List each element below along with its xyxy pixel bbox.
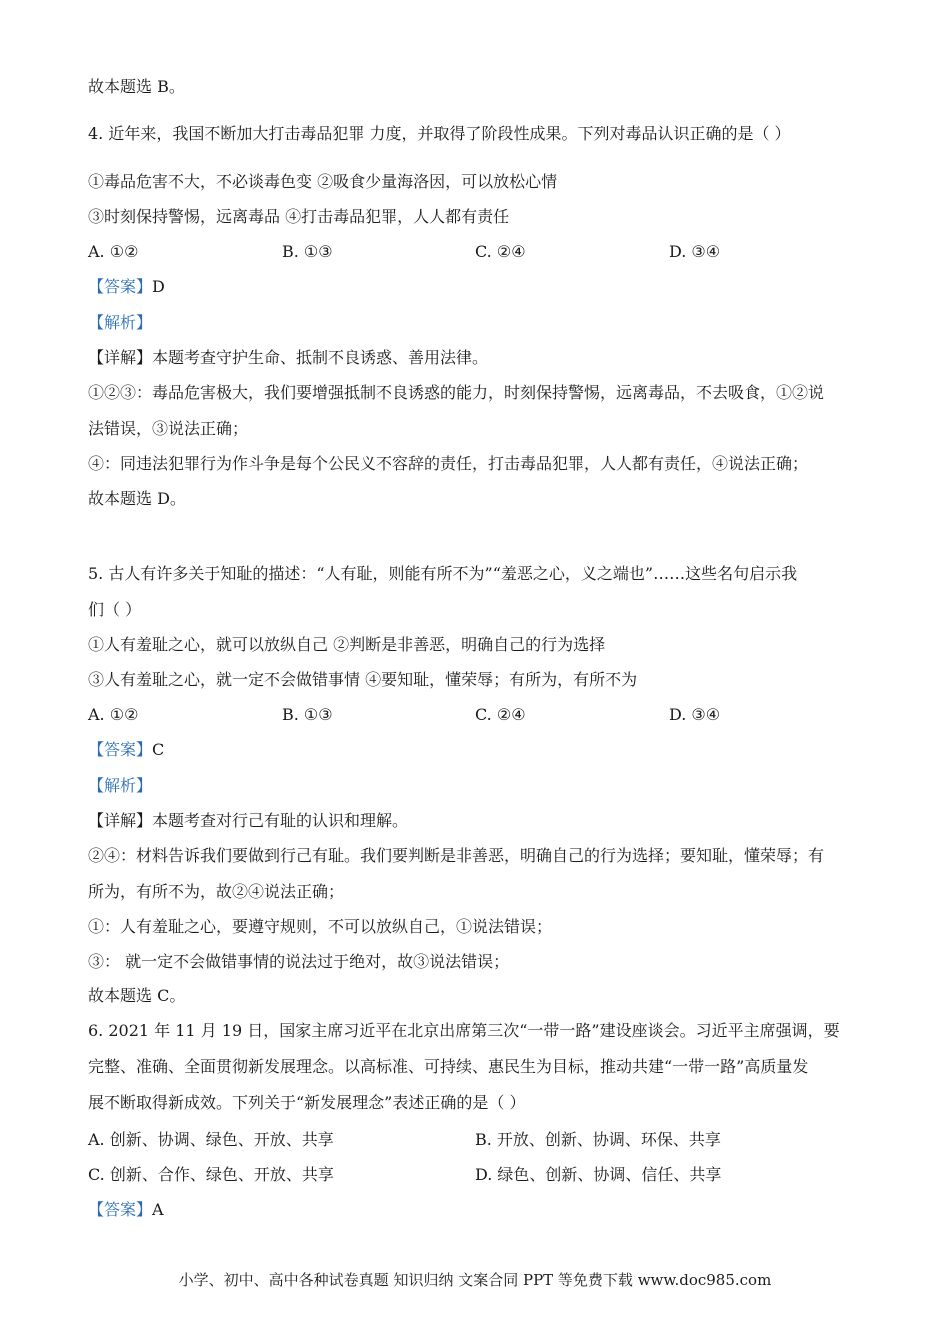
answer-tag: 【答案】: [88, 1200, 153, 1219]
q4-option-a: A. ①②: [88, 242, 139, 261]
q4-detail-2: ①②③：毒品危害极大，我们要增强抵制不良诱惑的能力，时刻保持警惕，远离毒品，不去吸食，①②说: [88, 383, 825, 402]
q4-item-line-2: ③时刻保持警惕，远离毒品 ④打击毒品犯罪，人人都有责任: [88, 207, 510, 226]
q5-item-line-2: ③人有羞耻之心，就一定不会做错事情 ④要知耻，懂荣辱；有所为，有所不为: [88, 670, 638, 689]
q5-detail-6: 故本题选 C。: [88, 986, 186, 1005]
q6-option-c: C. 创新、合作、绿色、开放、共享: [88, 1165, 334, 1184]
q5-detail-1: 【详解】本题考查对行己有耻的认识和理解。: [88, 811, 409, 830]
q5-option-b: B. ①③: [282, 705, 333, 724]
q4-detail-4: ④：同违法犯罪行为作斗争是每个公民义不容辞的责任，打击毒品犯罪，人人都有责任，④说法正确；: [88, 454, 809, 473]
q5-stem-2: 们（ ）: [88, 600, 142, 619]
q3-conclusion: 故本题选 B。: [88, 77, 185, 96]
answer-value: C: [152, 740, 165, 759]
q5-detail-2: ②④：材料告诉我们要做到行己有耻。我们要判断是非善恶，明确自己的行为选择；要知耻，懂荣辱；有: [88, 846, 825, 865]
q6-option-a: A. 创新、协调、绿色、开放、共享: [88, 1130, 334, 1149]
q5-option-c: C. ②④: [475, 705, 526, 724]
q5-detail-3: 所为，有所不为，故②④说法正确；: [88, 882, 345, 901]
q5-option-a: A. ①②: [88, 705, 139, 724]
q6-answer: [88, 1200, 164, 1220]
page-footer: 小学、初中、高中各种试卷真题 知识归纳 文案合同 PPT 等免费下载 www.doc985.com: [178, 1271, 772, 1289]
q4-answer: [88, 277, 165, 297]
q5-item-line-1: ①人有羞耻之心，就可以放纵自己 ②判断是非善恶，明确自己的行为选择: [88, 635, 606, 654]
q4-detail-1: 【详解】本题考查守护生命、抵制不良诱惑、善用法律。: [88, 348, 489, 367]
q4-analysis-tag: 【解析】: [88, 313, 153, 332]
answer-value: D: [152, 277, 165, 296]
answer-tag: 【答案】: [88, 277, 153, 296]
q5-analysis-tag: 【解析】: [88, 776, 153, 795]
q6-option-d: D. 绿色、创新、协调、信任、共享: [475, 1165, 722, 1184]
q5-detail-4: ①：人有羞耻之心，要遵守规则，不可以放纵自己，①说法错误；: [88, 917, 553, 936]
q5-stem-1: 5. 古人有许多关于知耻的描述：“人有耻，则能有所不为”“羞恶之心，义之端也”……这些名句启示我: [88, 564, 798, 583]
q4-option-d: D. ③④: [669, 242, 721, 261]
q4-option-c: C. ②④: [475, 242, 526, 261]
q6-option-b: B. 开放、创新、协调、环保、共享: [475, 1130, 721, 1149]
q4-detail-5: 故本题选 D。: [88, 489, 186, 508]
answer-tag: 【答案】: [88, 740, 153, 759]
q4-option-b: B. ①③: [282, 242, 333, 261]
q4-item-line-1: ①毒品危害不大，不必谈毒色变 ②吸食少量海洛因，可以放松心情: [88, 172, 558, 191]
q6-stem-2: 完整、准确、全面贯彻新发展理念。以高标准、可持续、惠民生为目标，推动共建“一带一路”高质量发: [88, 1057, 809, 1076]
q5-detail-5: ③： 就一定不会做错事情的说法过于绝对，故③说法错误；: [88, 952, 510, 971]
q4-stem: 4. 近年来，我国不断加大打击毒品犯罪 力度，并取得了阶段性成果。下列对毒品认识正确的是（ ）: [88, 124, 791, 143]
q5-option-d: D. ③④: [669, 705, 721, 724]
q4-detail-3: 法错误，③说法正确；: [88, 419, 249, 438]
q5-answer: [88, 740, 164, 760]
q6-stem-3: 展不断取得新成效。下列关于“新发展理念”表述正确的是（ ）: [88, 1093, 526, 1112]
answer-value: A: [152, 1200, 164, 1219]
q6-stem-1: 6. 2021 年 11 月 19 日，国家主席习近平在北京出席第三次“一带一路”建设座谈会。习近平主席强调，要: [88, 1021, 840, 1040]
